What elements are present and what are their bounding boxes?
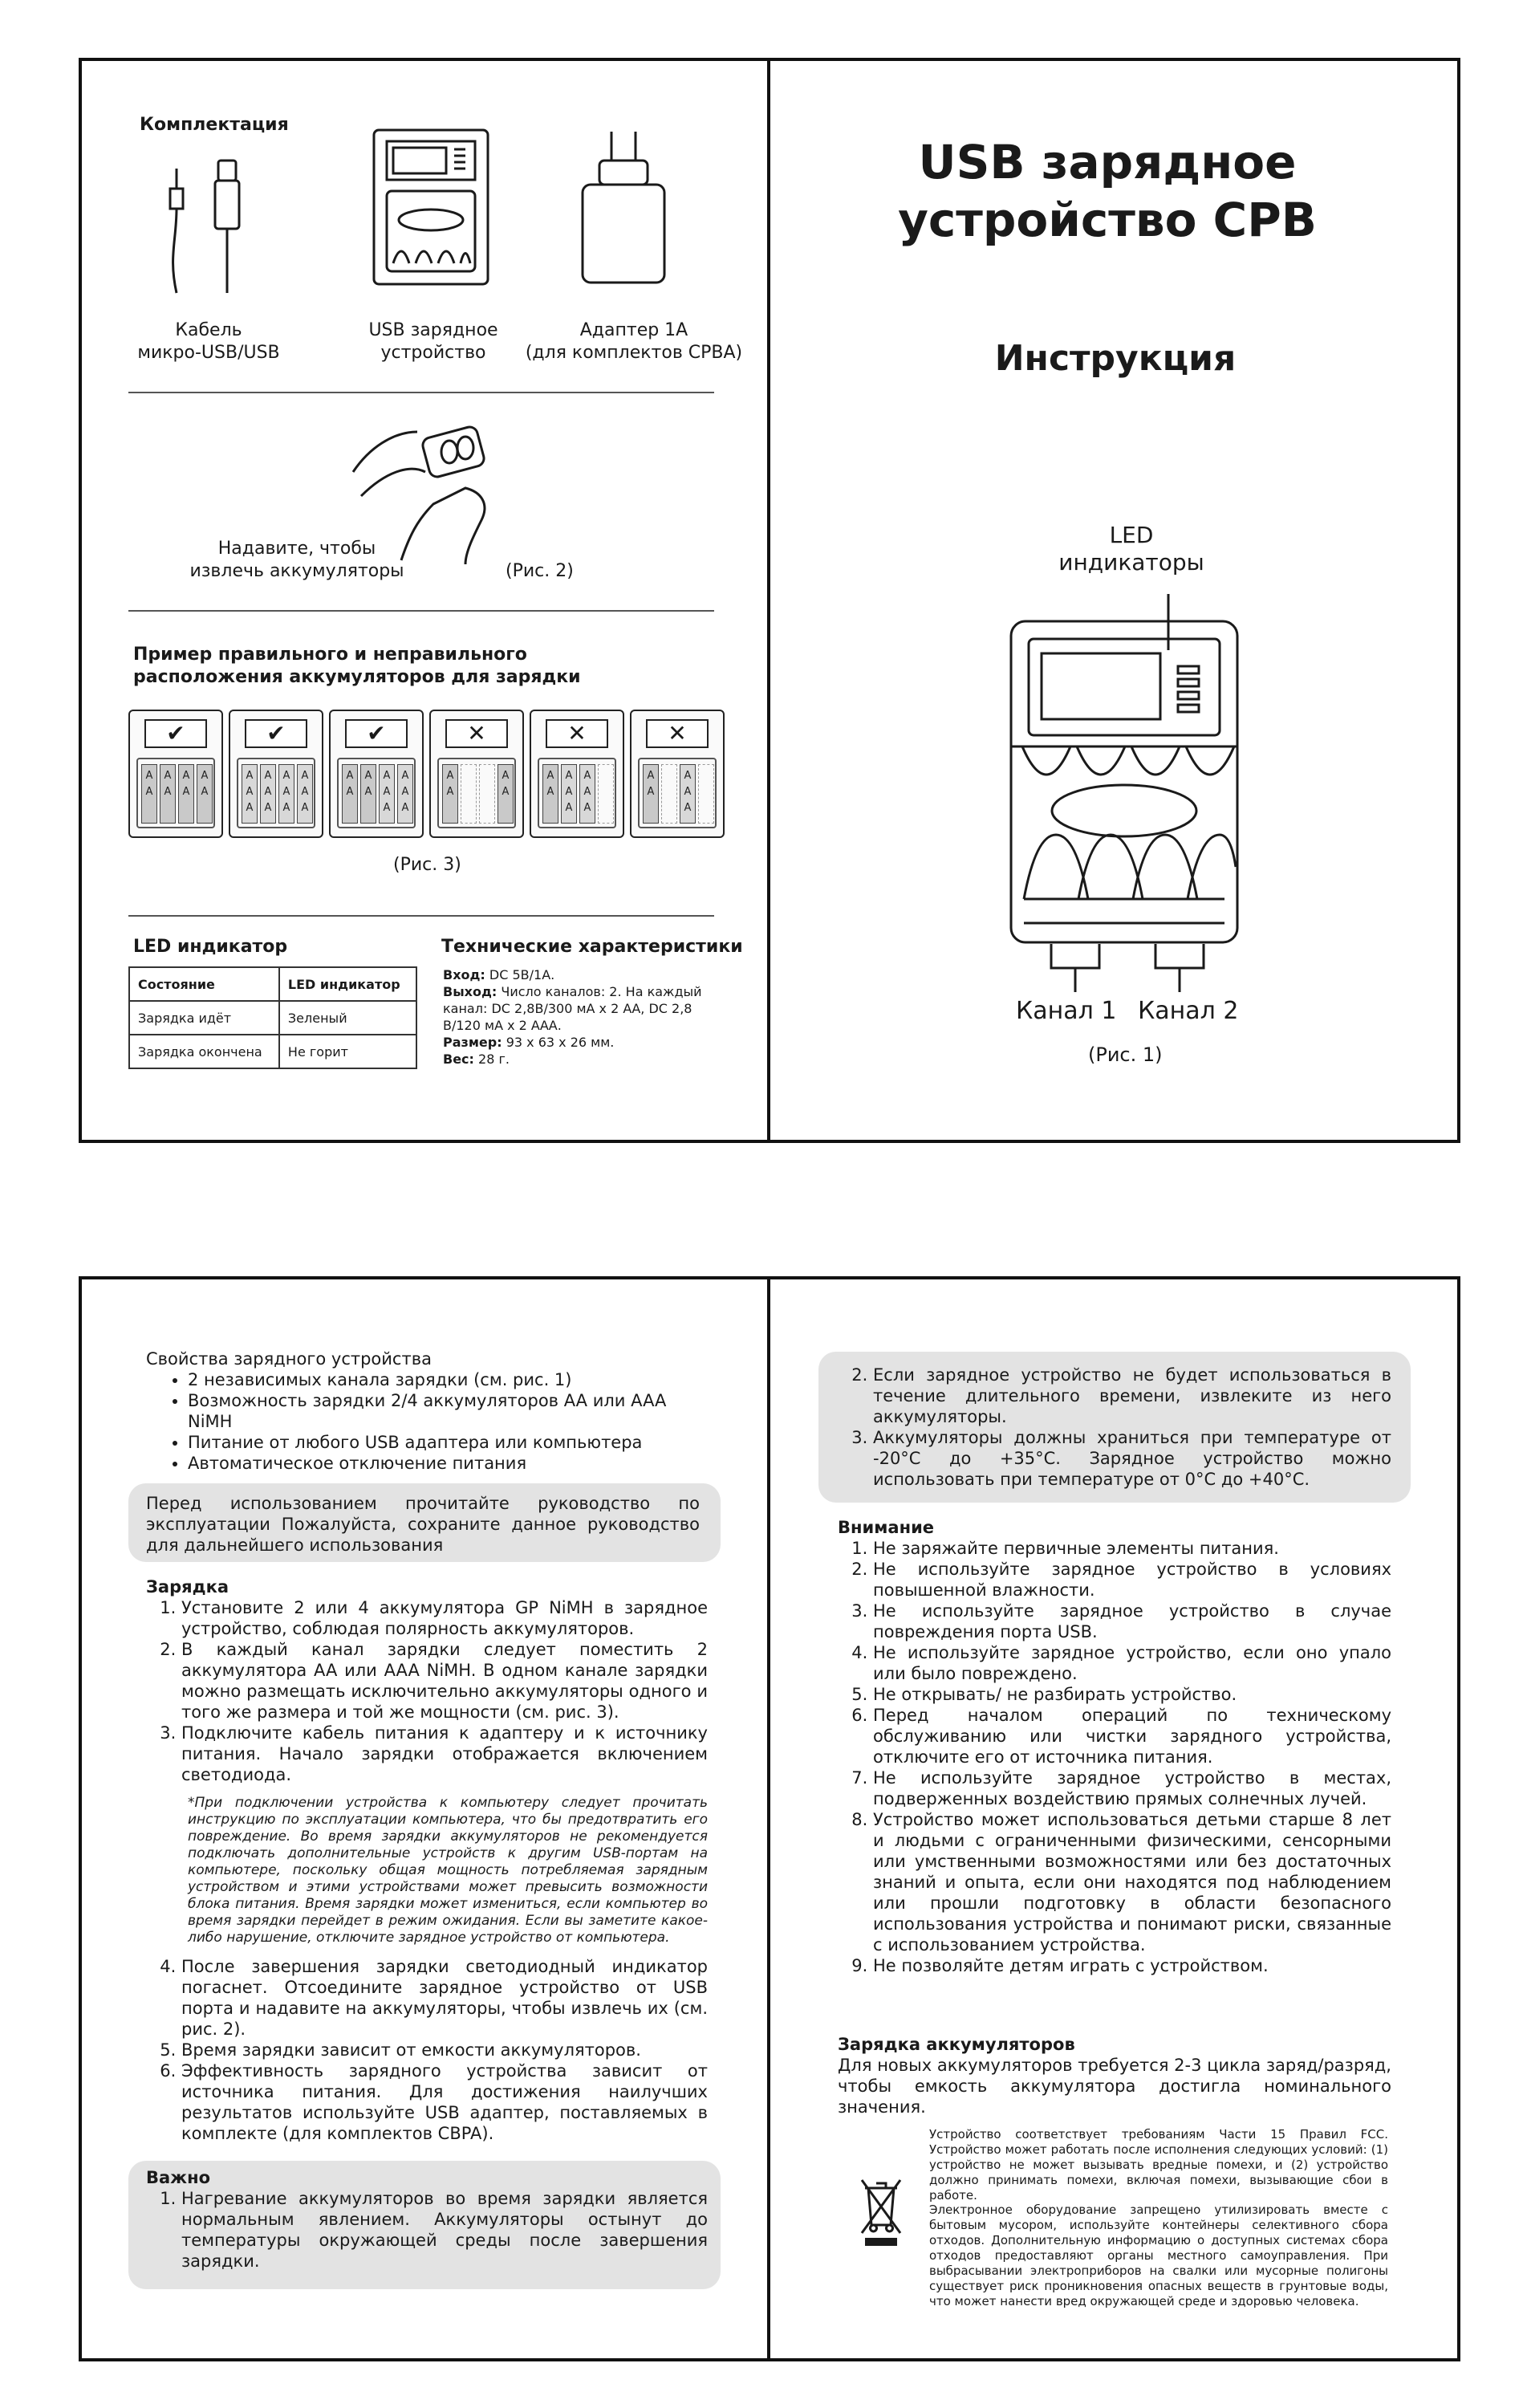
spec-item bbox=[443, 966, 716, 983]
cross-icon: ✕ bbox=[445, 719, 508, 748]
battery: A A bbox=[197, 764, 213, 824]
charging-list-continued bbox=[146, 1956, 708, 2144]
led-indicators-label: LED индикаторы bbox=[1058, 522, 1204, 576]
spec-label: Вход: bbox=[443, 967, 485, 982]
battery: A A bbox=[497, 764, 514, 824]
warning-list bbox=[838, 1538, 1391, 1976]
battery-example bbox=[229, 710, 323, 838]
battery: A A A bbox=[561, 764, 577, 824]
charger-illustration bbox=[371, 127, 491, 287]
list-item: 2. Не используйте зарядное устройство в условиях повышенной влажности. bbox=[873, 1559, 1391, 1601]
led-header-indicator: LED индикатор bbox=[279, 967, 416, 1001]
fcc-text: Устройство соответствует требованиям Части 15 Правил FCC. Устройство может работать после исполнения следующих условий: (1) устройство не может вызывать вредные помехи, и (2) устройство должно принимать помехи, включая помехи, вызывающие сбои в работе. bbox=[929, 2127, 1388, 2203]
charging-note: *При подключении устройства к компьютеру следует прочитать инструкцию по эксплуатации компьютера, что бы предотвратить его повреждение. Во время зарядки аккумуляторов не рекомендуется подключать дополнительные устройств к другим USB-портам на компьютере, поскольку общая мощность потребляемая зарядным устройством и этими устройствами может превысить возможности блока питания. Время зарядки может измениться, если компьютер во время зарядки перейдет в режим ожидания. Если вы заметите какое-либо нарушение, отключите зарядное устройство от компьютера. bbox=[188, 1795, 708, 1946]
spec-value: DC 5В/1А. bbox=[485, 967, 555, 982]
weee-bin-icon bbox=[857, 2177, 905, 2249]
channel-2-label: Канал 2 bbox=[1138, 997, 1239, 1025]
warning-title: Внимание bbox=[838, 1518, 935, 1537]
spec-value: 28 г. bbox=[473, 1051, 510, 1067]
cross-icon: ✕ bbox=[546, 719, 608, 748]
led-cell: Зеленый bbox=[279, 1001, 416, 1035]
led-cell: Зарядка окончена bbox=[129, 1035, 279, 1068]
battery-slots bbox=[337, 758, 416, 828]
spec-item bbox=[443, 1034, 716, 1051]
divider-fig2 bbox=[128, 610, 714, 612]
list-item: 1. Не заряжайте первичные элементы питания. bbox=[873, 1538, 1391, 1559]
important-section bbox=[146, 2167, 708, 2272]
fig3-label: (Рис. 3) bbox=[393, 855, 461, 875]
warning-section bbox=[838, 1517, 1391, 1976]
empty-slot bbox=[479, 764, 495, 824]
list-item: 2. Если зарядное устройство не будет использоваться в течение длительного времени, извлеките из него аккумуляторы. bbox=[873, 1365, 1391, 1427]
list-item: • 2 независимых канала зарядки (см. рис. 1) bbox=[188, 1369, 708, 1390]
properties-list bbox=[146, 1369, 708, 1474]
spec-label: Вес: bbox=[443, 1051, 474, 1067]
list-item: 1. Нагревание аккумуляторов во время зарядки является нормальным явлением. Аккумуляторы остынут до температуры окружающей среды после завершения зарядки. bbox=[181, 2188, 708, 2272]
list-item: 3. Не используйте зарядное устройство в случае повреждения порта USB. bbox=[873, 1601, 1391, 1642]
battery: A A A bbox=[379, 764, 395, 824]
cross-icon: ✕ bbox=[646, 719, 709, 748]
battery: A A bbox=[442, 764, 458, 824]
battery-examples bbox=[128, 710, 725, 841]
battery: A A bbox=[160, 764, 176, 824]
disposal-text: Электронное оборудование запрещено утилизировать вместе с бытовым мусором, используйте контейнеры селективного сбора отходов. Дополнительную информацию о доступных системах сбора отходов предоставляют органы местного самоуправления. При выбрасывании электроприборов на свалки или мусорные полигоны существует риск проникновения опасных веществ в грунтовые воды, что может нанести вред окружающей среде и здоровью человека. bbox=[929, 2203, 1388, 2308]
specs-title: Технические характеристики bbox=[441, 937, 743, 957]
battery-slots bbox=[136, 758, 215, 828]
battery: A A A bbox=[680, 764, 696, 824]
battery: A A bbox=[342, 764, 358, 824]
charging-list bbox=[146, 1597, 708, 1785]
battery-charging-text: Для новых аккумуляторов требуется 2-3 цикла заряд/разряд, чтобы емкость аккумулятора достигла номинального значения. bbox=[838, 2056, 1391, 2117]
kit-title: Комплектация bbox=[140, 115, 289, 135]
fig2-label: (Рис. 2) bbox=[506, 561, 574, 581]
cover-title: USB зарядное устройство CPB bbox=[898, 135, 1317, 247]
list-item: 2. В каждый канал зарядки следует поместить 2 аккумулятора AA или AAA NiMH. В одном канале зарядки можно размещать исключительно аккумуляторы одного и того же размера и той же мощности (см. рис. 3). bbox=[181, 1639, 708, 1723]
battery: A A A bbox=[579, 764, 595, 824]
divider-kit bbox=[128, 392, 714, 393]
list-item: 4. После завершения зарядки светодиодный индикатор погаснет. Отсоедините зарядное устройство от USB порта и надавите на аккумуляторы, чтобы извлечь их (см. рис. 2). bbox=[181, 1956, 708, 2040]
battery: A A bbox=[178, 764, 194, 824]
led-cell: Зарядка идёт bbox=[129, 1001, 279, 1035]
list-item: 9. Не позволяйте детям играть с устройством. bbox=[873, 1955, 1391, 1976]
fig2-caption: Надавите, чтобы извлечь аккумуляторы bbox=[189, 539, 404, 581]
charging-section bbox=[146, 1576, 708, 2144]
battery-charging-title: Зарядка аккумуляторов bbox=[838, 2035, 1075, 2054]
battery: A A bbox=[360, 764, 376, 824]
specs-list bbox=[443, 966, 716, 1068]
charging-title: Зарядка bbox=[146, 1577, 229, 1597]
top-spread-fold bbox=[767, 58, 770, 1143]
check-icon: ✔ bbox=[144, 719, 207, 748]
list-item: 7. Не используйте зарядное устройство в местах, подверженных воздействию прямых солнечных лучей. bbox=[873, 1767, 1391, 1809]
battery: A A bbox=[542, 764, 558, 824]
battery: A A bbox=[643, 764, 659, 824]
check-icon: ✔ bbox=[345, 719, 408, 748]
list-item: • Питание от любого USB адаптера или компьютера bbox=[188, 1432, 708, 1453]
battery-charging-section bbox=[838, 2034, 1391, 2117]
spec-label: Выход: bbox=[443, 984, 497, 999]
important-title: Важно bbox=[146, 2168, 211, 2187]
important-list-2 bbox=[838, 1365, 1391, 1490]
battery-example bbox=[329, 710, 424, 838]
list-item: 3. Подключите кабель питания к адаптеру и к источнику питания. Начало зарядки отображается включением светодиода. bbox=[181, 1723, 708, 1785]
spec-item bbox=[443, 1051, 716, 1068]
list-item: 5. Время зарядки зависит от емкости аккумуляторов. bbox=[181, 2040, 708, 2060]
led-header-state: Состояние bbox=[129, 967, 279, 1001]
charger-caption: USB зарядное устройство bbox=[368, 320, 498, 363]
cable-caption: Кабель микро-USB/USB bbox=[137, 320, 280, 363]
led-cell: Не горит bbox=[279, 1035, 416, 1068]
battery-slots bbox=[437, 758, 516, 828]
table-row bbox=[129, 1001, 416, 1035]
battery-example bbox=[530, 710, 624, 838]
battery-slots bbox=[638, 758, 717, 828]
battery-example bbox=[128, 710, 223, 838]
battery: A A bbox=[141, 764, 157, 824]
adapter-illustration bbox=[579, 128, 668, 289]
battery: A A A bbox=[260, 764, 276, 824]
battery-slots bbox=[538, 758, 616, 828]
spec-label: Размер: bbox=[443, 1035, 502, 1050]
bottom-spread-fold bbox=[767, 1276, 770, 2361]
empty-slot bbox=[661, 764, 677, 824]
spec-item bbox=[443, 983, 716, 1034]
battery-slots bbox=[237, 758, 315, 828]
empty-slot bbox=[461, 764, 477, 824]
channel-1-label: Канал 1 bbox=[1016, 997, 1117, 1025]
list-item: • Автоматическое отключение питания bbox=[188, 1453, 708, 1474]
list-item: 3. Аккумуляторы должны храниться при температуре от -20°C до +35°C. Зарядное устройство можно использовать при температуре от 0°C до +40°C. bbox=[873, 1427, 1391, 1490]
divider-fig3 bbox=[128, 915, 714, 917]
led-table bbox=[128, 966, 417, 1069]
list-item: 1. Установите 2 или 4 аккумулятора GP NiMH в зарядное устройство, соблюдая полярность аккумуляторов. bbox=[181, 1597, 708, 1639]
fig3-title: Пример правильного и неправильного расположения аккумуляторов для зарядки bbox=[133, 645, 581, 687]
battery-example bbox=[630, 710, 725, 838]
battery: A A A bbox=[397, 764, 413, 824]
battery: A A A bbox=[242, 764, 258, 824]
usb-cable-illustration bbox=[152, 153, 257, 297]
properties-section bbox=[146, 1348, 708, 1474]
battery: A A A bbox=[278, 764, 294, 824]
important-continued bbox=[838, 1365, 1391, 1490]
check-icon: ✔ bbox=[245, 719, 307, 748]
list-item: 6. Перед началом операций по техническому обслуживанию или чистки зарядного устройства, отключите его от источника питания. bbox=[873, 1705, 1391, 1767]
fig1-label: (Рис. 1) bbox=[1088, 1043, 1163, 1066]
spec-value: Число каналов: 2. На каждый канал: DC 2,8В/300 мА х 2 АА, DC 2,8 В/120 мА х 2 ААА. bbox=[443, 984, 702, 1033]
led-table-header bbox=[129, 967, 416, 1001]
list-item: 6. Эффективность зарядного устройства зависит от источника питания. Для достижения наилучших результатов используйте USB адаптер, поставляемых в комплекте (для комплектов CBPA). bbox=[181, 2060, 708, 2144]
properties-title: Свойства зарядного устройства bbox=[146, 1349, 432, 1369]
battery-example bbox=[429, 710, 524, 838]
list-item: 8. Устройство может использоваться детьми старше 8 лет и людьми с ограниченными физическими, сенсорными или умственными возможностями или без достаточных знаний и опыта, если они находятся под наблюдением или прошли подготовку в области безопасного использования устройства и понимают риски, связанные с использованием устройства. bbox=[873, 1809, 1391, 1955]
list-item: 5. Не открывать/ не разбирать устройство. bbox=[873, 1684, 1391, 1705]
empty-slot bbox=[598, 764, 614, 824]
battery: A A A bbox=[297, 764, 313, 824]
channel-brackets bbox=[1043, 944, 1252, 1000]
spec-value: 93 x 63 x 26 мм. bbox=[502, 1035, 615, 1050]
list-item: 4. Не используйте зарядное устройство, если оно упало или было повреждено. bbox=[873, 1642, 1391, 1684]
empty-slot bbox=[698, 764, 714, 824]
adapter-caption: Адаптер 1А (для комплектов CPBA) bbox=[525, 320, 743, 363]
list-item: • Возможность зарядки 2/4 аккумуляторов AA или AAA NiMH bbox=[188, 1390, 708, 1432]
important-list-1 bbox=[146, 2188, 708, 2272]
charger-large-illustration bbox=[1008, 618, 1241, 955]
notice-text: Перед использованием прочитайте руководство по эксплуатации Пожалуйста, сохраните данное руководство для дальнейшего использования bbox=[146, 1494, 700, 1555]
cover-subtitle: Инструкция bbox=[994, 338, 1237, 379]
table-row bbox=[129, 1035, 416, 1068]
led-title: LED индикатор bbox=[133, 937, 288, 957]
